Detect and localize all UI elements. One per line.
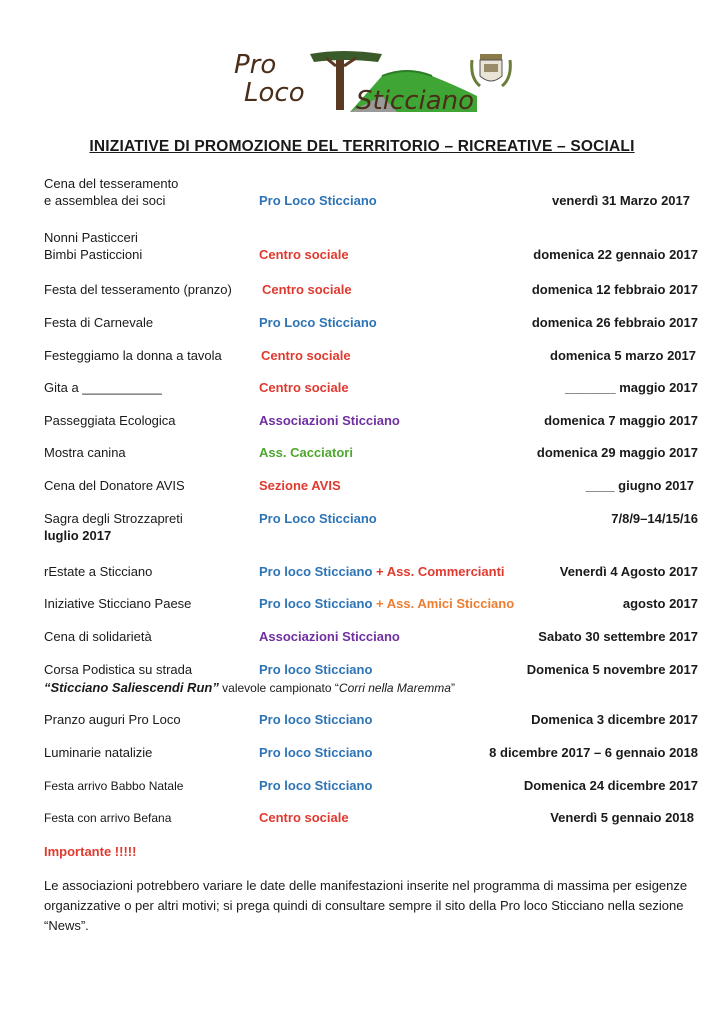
event-organizer: Centro sociale <box>259 810 349 825</box>
event-date: Venerdì 5 gennaio 2018 <box>550 810 694 825</box>
event-row <box>44 810 698 828</box>
event-date: Sabato 30 settembre 2017 <box>538 629 698 644</box>
event-date: domenica 22 gennaio 2017 <box>533 247 698 262</box>
event-date: domenica 26 febbraio 2017 <box>531 315 698 330</box>
important-heading: Importante !!!!! <box>44 844 137 859</box>
championship-prefix: valevole campionato “ <box>218 681 339 695</box>
event-date: Domenica 3 dicembre 2017 <box>531 712 698 727</box>
logo-text-sticciano: Sticciano <box>356 86 475 116</box>
event-date-continuation: luglio 2017 <box>44 528 112 543</box>
event-name-line1: Nonni Pasticceri <box>44 230 138 245</box>
event-name: Gita a ___________ <box>44 380 162 395</box>
organizer-secondary: Ass. Amici Sticciano <box>386 596 515 611</box>
event-row <box>44 445 698 463</box>
event-row <box>44 176 698 211</box>
event-date: domenica 29 maggio 2017 <box>536 445 698 460</box>
logo-text-loco: Loco <box>244 78 305 108</box>
event-name: Iniziative Sticciano Paese <box>44 596 192 611</box>
event-organizer: Pro Loco Sticciano <box>259 193 377 208</box>
event-organizer: Centro sociale <box>259 380 349 395</box>
event-row <box>44 662 698 695</box>
event-organizer: Pro loco Sticciano <box>259 745 373 760</box>
event-name: Festa arrivo Babbo Natale <box>44 779 184 793</box>
event-row <box>44 380 698 398</box>
event-row <box>44 230 698 265</box>
event-date: ____ giugno 2017 <box>585 478 694 493</box>
event-organizer: Centro sociale <box>259 247 349 262</box>
event-row <box>44 282 698 300</box>
event-organizer: Centro sociale <box>262 282 352 297</box>
event-organizer: Pro loco Sticciano <box>259 712 373 727</box>
championship-suffix: ” <box>450 681 455 695</box>
event-name: Corsa Podistica su strada <box>44 662 193 677</box>
event-name: Festa con arrivo Befana <box>44 811 172 825</box>
event-date: Venerdì 4 Agosto 2017 <box>559 564 698 579</box>
event-date: _______ maggio 2017 <box>565 380 698 395</box>
event-date: domenica 12 febbraio 2017 <box>531 282 698 297</box>
event-name: Bimbi Pasticcioni <box>44 247 143 262</box>
event-row <box>44 478 698 496</box>
event-date: 7/8/9–14/15/16 <box>611 511 698 526</box>
event-organizer: Associazioni Sticciano <box>259 629 400 644</box>
event-organizer: Pro loco Sticciano <box>259 662 373 677</box>
event-row <box>44 413 698 431</box>
event-organizer: Pro Loco Sticciano <box>259 511 377 526</box>
event-date: Domenica 24 dicembre 2017 <box>523 778 698 793</box>
page-title: INIZIATIVE DI PROMOZIONE DEL TERRITORIO – RICREATIVE – SOCIALI <box>89 138 635 155</box>
event-date: venerdì 31 Marzo 2017 <box>551 193 690 208</box>
event-organizer: Associazioni Sticciano <box>259 413 400 428</box>
event-date: domenica 7 maggio 2017 <box>544 413 698 428</box>
town-crest-icon <box>468 50 514 90</box>
event-date: 8 dicembre 2017 – 6 gennaio 2018 <box>489 745 698 760</box>
event-name: Mostra canina <box>44 445 126 460</box>
event-row <box>44 778 698 796</box>
event-name: e assemblea dei soci <box>44 193 166 208</box>
event-organizer: Centro sociale <box>261 348 351 363</box>
event-name: Cena di solidarietà <box>44 629 152 644</box>
event-name: Festa del tesseramento (pranzo) <box>44 282 232 297</box>
event-name: rEstate a Sticciano <box>44 564 153 579</box>
event-row <box>44 596 698 614</box>
event-row <box>44 315 698 333</box>
logo-text-pro: Pro <box>234 50 277 80</box>
event-name: Festeggiamo la donna a tavola <box>44 348 222 363</box>
event-row <box>44 511 698 543</box>
event-row <box>44 745 698 763</box>
event-organizer: Sezione AVIS <box>259 478 341 493</box>
event-row <box>44 564 698 582</box>
event-name-line1: Cena del tesseramento <box>44 176 179 191</box>
event-row <box>44 629 698 647</box>
event-name: Pranzo auguri Pro Loco <box>44 712 181 727</box>
event-organizer: Pro loco Sticciano <box>259 778 373 793</box>
run-name: “Sticciano Saliescendi Run” <box>44 680 219 695</box>
disclaimer-note: Le associazioni potrebbero variare le date delle manifestazioni inserite nel programma di massima per esigenze organizzative o per altri motivi; si prega quindi di consultare sempre il sito della Pro loco Sticciano nella sezione “News”. <box>44 878 688 933</box>
event-name: Sagra degli Strozzapreti <box>44 511 183 526</box>
event-organizer <box>259 564 505 579</box>
event-name: Festa di Carnevale <box>44 315 154 330</box>
event-name: Luminarie natalizie <box>44 745 153 760</box>
event-organizer: Ass. Cacciatori <box>259 445 353 460</box>
event-name: Cena del Donatore AVIS <box>44 478 185 493</box>
championship-name: Corri nella Maremma <box>338 681 451 695</box>
event-row <box>44 712 698 730</box>
organizer-primary: Pro loco Sticciano <box>259 564 373 579</box>
event-organizer <box>259 596 514 611</box>
event-organizer: Pro Loco Sticciano <box>259 315 377 330</box>
organizer-primary: Pro loco Sticciano <box>259 596 373 611</box>
organizer-secondary: Ass. Commercianti <box>386 564 505 579</box>
organizer-plus: + <box>372 564 387 579</box>
event-subtitle <box>44 680 455 695</box>
organizer-plus: + <box>372 596 387 611</box>
event-date: Domenica 5 novembre 2017 <box>526 662 698 677</box>
event-name: Passeggiata Ecologica <box>44 413 176 428</box>
event-row <box>44 348 698 366</box>
event-date: domenica 5 marzo 2017 <box>550 348 696 363</box>
event-date: agosto 2017 <box>622 596 698 611</box>
